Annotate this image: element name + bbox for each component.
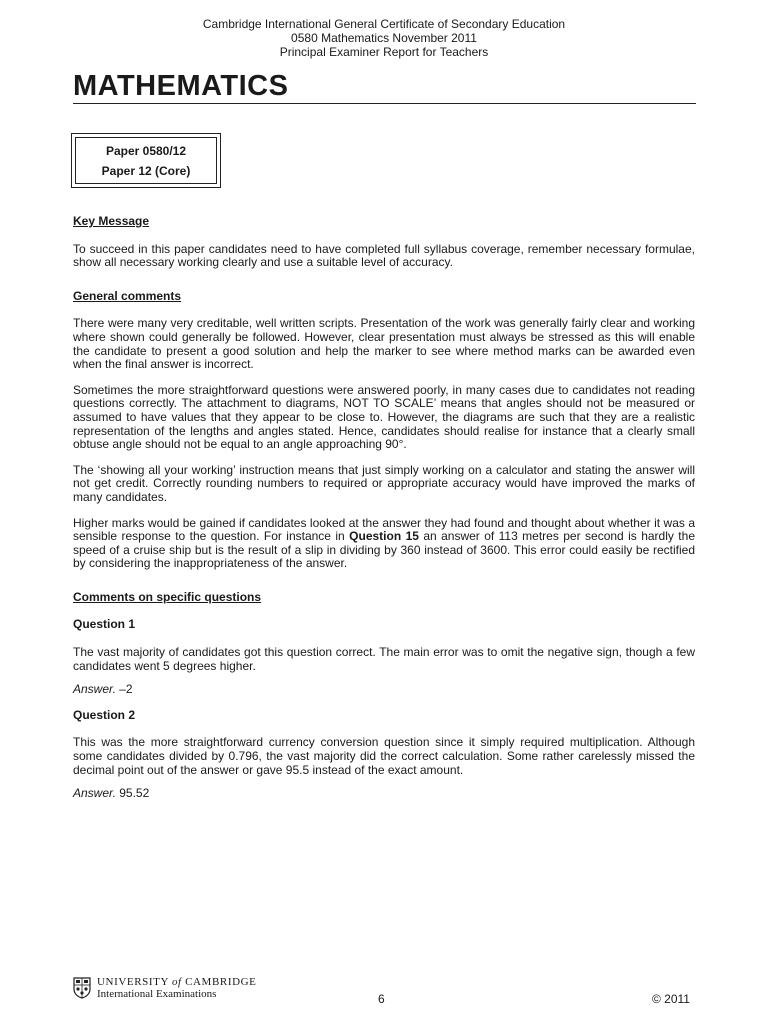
question-2-comment: This was the more straightforward currency conversion question since it simply required multiplication. Although some candidates divided by 0.796, the vast majority did the correct calculation. Some rather carelessly missed the decimal point out of the answer or gave 95.5 instead of the exact amount. xyxy=(73,735,695,777)
general-comments-paragraph-3: The ‘showing all your working’ instruction means that just simply working on a calculator and stating the answer will not get credit. Correctly rounding numbers to required or appropriate accuracy would have improved the marks of many candidates. xyxy=(73,462,695,504)
title-rule xyxy=(73,103,696,104)
specific-questions-heading: Comments on specific questions xyxy=(73,589,262,604)
question-2-heading: Question 2 xyxy=(73,707,136,722)
page-number: 6 xyxy=(378,992,385,1006)
paper-name: Paper 12 (Core) xyxy=(101,164,191,178)
header-line-2: 0580 Mathematics November 2011 xyxy=(291,31,477,45)
question-1-answer xyxy=(73,683,695,697)
logo-university-line: UNIVERSITY of CAMBRIDGE xyxy=(97,976,257,988)
general-comments-paragraph-1: There were many very creditable, well written scripts. Presentation of the work was generally fairly clear and working where shown could generally be followed. However, clear presentation must always be stressed as this will enable the candidate to present a good solution and help the marker to see where method marks can be awarded even when the final answer is incorrect. xyxy=(73,316,695,372)
question-15-reference: Question 15 xyxy=(349,529,419,544)
question-2-answer xyxy=(73,787,695,801)
key-message-heading: Key Message xyxy=(73,214,150,228)
question-1-comment: The vast majority of candidates got this question correct. The main error was to omit the negative sign, though a few candidates went 5 degrees higher. xyxy=(73,645,695,673)
copyright-notice: © 2011 xyxy=(652,992,690,1006)
answer-label: Answer. xyxy=(73,786,116,801)
paper-code: Paper 0580/12 xyxy=(105,144,187,158)
header-line-3: Principal Examiner Report for Teachers xyxy=(279,45,489,59)
report-body xyxy=(73,215,695,801)
answer-value: –2 xyxy=(119,682,133,697)
university-shield-icon xyxy=(73,977,91,999)
report-header xyxy=(0,17,768,59)
question-1-heading: Question 1 xyxy=(73,617,136,632)
general-comments-heading: General comments xyxy=(73,288,182,303)
answer-label: Answer. xyxy=(73,682,116,697)
general-comments-paragraph-2: Sometimes the more straightforward questions were answered poorly, in many cases due to candidates not reading questions correctly. The attachment to diagrams, NOT TO SCALE’ means that angles should not be measured or assumed to have values that they appear to be close to. However, the diagrams are such that they are a realistic representation of the lengths and angles stated. Hence, candidates should realise for instance that a clearly small obtuse angle should not be equal to an angle approaching 90°. xyxy=(73,382,695,452)
key-message-text: To succeed in this paper candidates need to have completed full syllabus coverage, remember necessary formulae, show all necessary working clearly and use a suitable level of accuracy. xyxy=(73,241,695,270)
logo-wordmark xyxy=(97,976,256,1000)
header-line-1: Cambridge International General Certificate of Secondary Education xyxy=(202,17,566,31)
answer-value: 95.52 xyxy=(119,786,150,801)
cambridge-logo xyxy=(73,976,256,1000)
logo-examinations-line: International Examinations xyxy=(97,988,217,1000)
paragraph-4-text-start: Higher marks would be gained if candidates looked at the answer they had found and thought about whether it was a sensible response to the question. For instance in xyxy=(73,515,695,544)
paper-box xyxy=(71,133,221,188)
paragraph-4-text-end: an answer of 113 metres per second is hardly the speed of a cruise ship but is the result of a slip in dividing by 360 instead of 3600. This error could easily be rectified by considering the inappropriateness of the answer. xyxy=(73,529,695,571)
page-title: MATHEMATICS xyxy=(73,70,289,102)
paper-box-inner-border xyxy=(75,137,217,184)
general-comments-paragraph-4 xyxy=(73,517,695,571)
